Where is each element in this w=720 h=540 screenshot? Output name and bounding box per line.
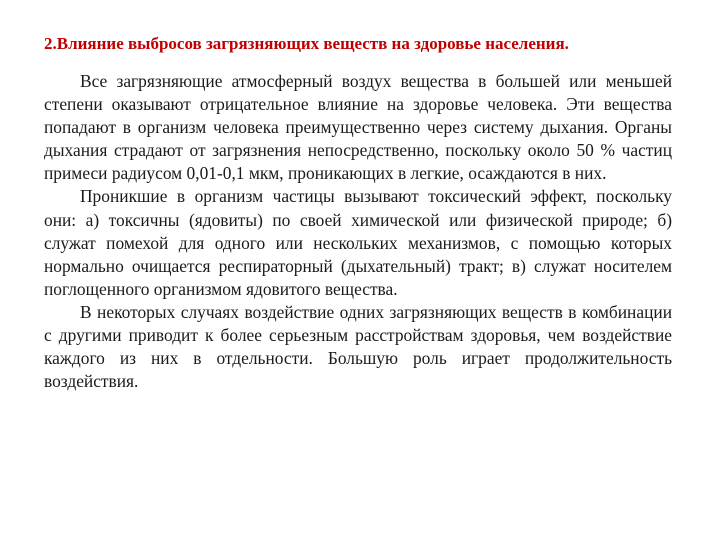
body-text <box>44 70 672 393</box>
paragraph-2: Проникшие в организм частицы вызывают токсический эффект, поскольку они: а) токсичны (ядовиты) по своей химической или физической природе; б) служат помехой для одного или нескольких механизмов, с помощью которых нормально очищается респираторный (дыхательный) тракт; в) служат носителем поглощенного организмом ядовитого вещества. <box>44 186 672 299</box>
page-title: 2.Влияние выбросов загрязняющих веществ на здоровье населения. <box>44 34 569 53</box>
paragraph-1: Все загрязняющие атмосферный воздух вещества в большей или меньшей степени оказывают отрицательное влияние на здоровье человека. Эти вещества попадают в организм человека преимущественно через систему дыхания. Органы дыхания страдают от загрязнения непосредственно, поскольку около 50 % частиц примеси радиусом 0,01-0,1 мкм, проникающих в легкие, осаждаются в них. <box>44 71 672 184</box>
paragraph-3: В некоторых случаях воздействие одних загрязняющих веществ в комбинации с другими приводит к более серьезным расстройствам здоровья, чем воздействие каждого из них в отдельности. Большую роль играет продолжительность воздействия. <box>44 301 672 392</box>
